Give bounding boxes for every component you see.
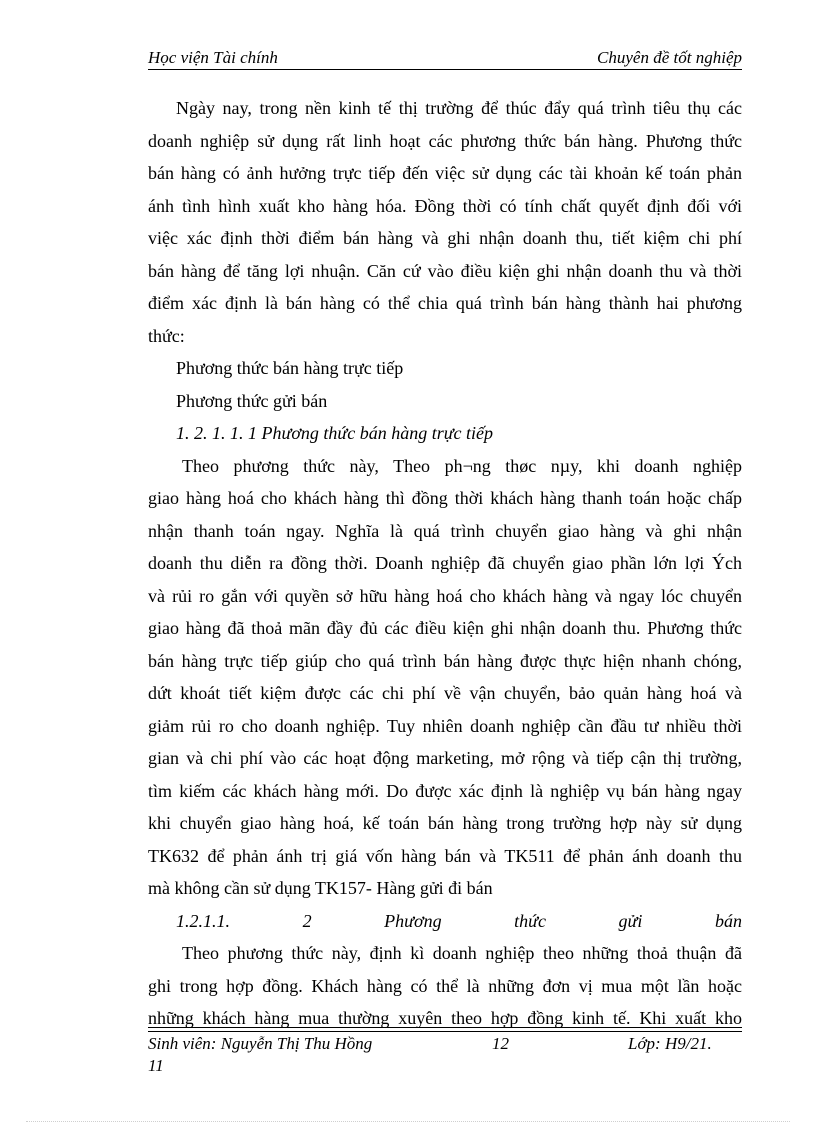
section-heading-direct: 1. 2. 1. 1. 1 Phương thức bán hàng trực tiếp bbox=[176, 423, 494, 443]
footer-rule-top bbox=[148, 1027, 742, 1028]
footer-class: Lớp: H9/21. bbox=[628, 1034, 712, 1053]
header-rule bbox=[148, 69, 742, 70]
page-body bbox=[148, 92, 742, 1035]
para1-line: ánh tình hình xuất kho hàng hóa. Đồng thời có tính chất quyết định đối với bbox=[148, 195, 742, 216]
para2-line: mà không cần sử dụng TK157- Hàng gửi đi bán bbox=[148, 878, 493, 898]
para2-line: Theo phương thức này, Theo ph¬ng thøc nµy, khi doanh nghiệp bbox=[182, 455, 742, 476]
para1-line: bán hàng để tăng lợi nhuận. Căn cứ vào điều kiện ghi nhận doanh thu và thời bbox=[148, 260, 742, 281]
para2-line: khi chuyển giao hàng hoá, kế toán bán hàng trong trường hợp này sử dụng bbox=[148, 813, 742, 833]
para2-line: doanh thu diễn ra đồng thời. Doanh nghiệp đã chuyển giao phần lớn lợi Ých bbox=[148, 553, 742, 573]
heading2-word: Phương bbox=[384, 910, 442, 931]
heading2-word: thức bbox=[514, 910, 546, 931]
para2-line: bán hàng trực tiếp giúp cho quá trình bán hàng được thực hiện nhanh chóng, bbox=[148, 650, 742, 671]
header-left: Học viện Tài chính bbox=[148, 48, 278, 67]
para2-line: tìm kiếm các khách hàng mới. Do được xác định là nghiệp vụ bán hàng ngay bbox=[148, 780, 742, 801]
header-right: Chuyên đề tốt nghiệp bbox=[597, 48, 742, 67]
para3-line: ghi trong hợp đồng. Khách hàng có thể là những đơn vị mua một lần hoặc bbox=[148, 975, 742, 996]
heading2-number-suffix: 2 bbox=[302, 910, 312, 931]
footer-rule-bottom bbox=[148, 1031, 742, 1032]
heading2-word: bán bbox=[714, 910, 742, 931]
para1-line: bán hàng có ảnh hưởng trực tiếp đến việc sử dụng các tài khoản kế toán phản bbox=[148, 163, 742, 183]
para1-line: điểm xác định là bán hàng có thể chia quá trình bán hàng thành hai phương bbox=[148, 293, 742, 313]
para3-line: những khách hàng mua thường xuyên theo hợp đồng kinh tế. Khi xuất kho bbox=[148, 1008, 742, 1028]
para2-line: giảm rủi ro cho doanh nghiệp. Tuy nhiên doanh nghiệp cần đầu tư nhiều thời bbox=[148, 715, 742, 736]
para1-line: việc xác định thời điểm bán hàng và ghi nhận doanh thu, tiết kiệm chi phí bbox=[148, 228, 742, 248]
footer-class-continued: 11 bbox=[148, 1056, 164, 1075]
para3-line: Theo phương thức này, định kì doanh nghiệp theo những thoả thuận đã bbox=[182, 943, 742, 963]
para2-line: dứt khoát tiết kiệm được các chi phí về vận chuyển, bảo quản hàng hoá và bbox=[148, 683, 742, 703]
heading2-word: gửi bbox=[618, 910, 643, 931]
para2-line: nhận thanh toán ngay. Nghĩa là quá trình chuyển giao hàng và ghi nhận bbox=[148, 520, 742, 541]
section-heading-consignment bbox=[148, 905, 742, 938]
page-number: 12 bbox=[492, 1034, 509, 1053]
para2-line: gian và chi phí vào các hoạt động marketing, mở rộng và tiếp cận thị trường, bbox=[148, 748, 742, 768]
page-bottom-divider bbox=[26, 1121, 790, 1122]
heading2-number: 1.2.1.1. bbox=[176, 910, 230, 931]
para1-line: doanh nghiệp sử dụng rất linh hoạt các phương thức bán hàng. Phương thức bbox=[148, 130, 742, 151]
para1-line: Ngày nay, trong nền kinh tế thị trường để thúc đẩy quá trình tiêu thụ các bbox=[176, 98, 742, 118]
para2-line: giao hàng hoá cho khách hàng thì đồng thời khách hàng thanh toán hoặc chấp bbox=[148, 488, 742, 508]
para2-line: giao hàng đã thoả mãn đầy đủ các điều kiện ghi nhận doanh thu. Phương thức bbox=[148, 618, 742, 638]
method-direct: Phương thức bán hàng trực tiếp bbox=[176, 358, 404, 378]
footer-student: Sinh viên: Nguyễn Thị Thu Hồng bbox=[148, 1034, 373, 1053]
para2-line: và rủi ro gắn với quyền sở hữu hàng hoá cho khách hàng và ngay lóc chuyển bbox=[148, 585, 742, 606]
para1-line: thức: bbox=[148, 325, 185, 346]
method-consignment: Phương thức gửi bán bbox=[176, 390, 328, 411]
para2-line: TK632 để phản ánh trị giá vốn hàng bán và TK511 để phản ánh doanh thu bbox=[148, 845, 742, 866]
